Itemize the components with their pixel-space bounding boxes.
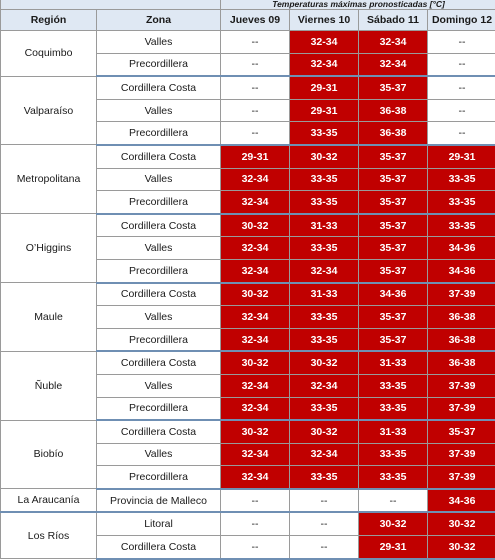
zona-cell: Precordillera — [97, 328, 221, 351]
temp-cell-empty: -- — [428, 76, 495, 99]
temp-cell-hot: 32-34 — [221, 259, 290, 282]
zona-cell: Provincia de Malleco — [97, 489, 221, 513]
zona-cell: Valles — [97, 168, 221, 191]
temp-cell-hot: 37-39 — [428, 397, 495, 420]
temp-cell-empty: -- — [221, 31, 290, 54]
temp-cell-hot: 30-32 — [290, 351, 359, 374]
temp-cell-empty: -- — [221, 76, 290, 99]
temp-cell-hot: 32-34 — [290, 443, 359, 466]
zona-cell: Valles — [97, 374, 221, 397]
temp-cell-hot: 35-37 — [359, 328, 428, 351]
zona-cell: Precordillera — [97, 397, 221, 420]
temp-cell-hot: 35-37 — [359, 145, 428, 168]
temp-cell-hot: 29-31 — [221, 145, 290, 168]
temp-cell-empty: -- — [221, 512, 290, 535]
region-cell: Los Ríos — [1, 512, 97, 558]
temp-cell-hot: 32-34 — [221, 374, 290, 397]
temp-cell-hot: 32-34 — [221, 466, 290, 489]
region-cell: Metropolitana — [1, 145, 97, 214]
zona-cell: Cordillera Costa — [97, 536, 221, 559]
temp-cell-hot: 33-35 — [290, 122, 359, 145]
zona-cell: Precordillera — [97, 53, 221, 76]
temp-cell-hot: 33-35 — [428, 214, 495, 237]
temp-cell-hot: 30-32 — [221, 214, 290, 237]
table-body — [1, 31, 495, 559]
temp-cell-hot: 32-34 — [221, 191, 290, 214]
temp-cell-hot: 32-34 — [290, 259, 359, 282]
temp-cell-hot: 31-33 — [290, 283, 359, 306]
temp-cell-hot: 37-39 — [428, 443, 495, 466]
temp-cell-hot: 35-37 — [428, 420, 495, 443]
temp-cell-hot: 29-31 — [290, 99, 359, 122]
temp-cell-hot: 30-32 — [221, 283, 290, 306]
zona-cell: Litoral — [97, 512, 221, 535]
temp-cell-hot: 37-39 — [428, 466, 495, 489]
table-row — [1, 76, 495, 99]
region-cell: Coquimbo — [1, 31, 97, 77]
temp-cell-hot: 35-37 — [359, 191, 428, 214]
temp-cell-hot: 30-32 — [428, 536, 495, 559]
temp-cell-hot: 36-38 — [428, 351, 495, 374]
temp-cell-hot: 32-34 — [290, 374, 359, 397]
zona-cell: Valles — [97, 31, 221, 54]
temp-cell-hot: 30-32 — [221, 420, 290, 443]
zona-cell: Precordillera — [97, 259, 221, 282]
table-row — [1, 31, 495, 54]
temp-cell-hot: 33-35 — [290, 306, 359, 329]
zona-cell: Precordillera — [97, 122, 221, 145]
temp-cell-empty: -- — [290, 512, 359, 535]
temp-cell-hot: 37-39 — [428, 283, 495, 306]
temp-cell-hot: 33-35 — [359, 443, 428, 466]
temp-cell-empty: -- — [221, 122, 290, 145]
temp-cell-hot: 30-32 — [290, 420, 359, 443]
header-jueves: Jueves 09 — [221, 10, 290, 31]
zona-cell: Cordillera Costa — [97, 283, 221, 306]
temp-cell-hot: 32-34 — [221, 443, 290, 466]
zona-cell: Valles — [97, 237, 221, 260]
temp-cell-empty: -- — [428, 122, 495, 145]
temp-cell-hot: 29-31 — [359, 536, 428, 559]
temp-cell-hot: 31-33 — [359, 351, 428, 374]
temp-cell-hot: 35-37 — [359, 214, 428, 237]
temp-cell-hot: 34-36 — [359, 283, 428, 306]
zona-cell: Valles — [97, 443, 221, 466]
temp-cell-empty: -- — [359, 489, 428, 513]
temp-cell-hot: 36-38 — [428, 306, 495, 329]
temp-cell-hot: 33-35 — [290, 397, 359, 420]
header-zona: Zona — [97, 10, 221, 31]
table-row — [1, 420, 495, 443]
header-domingo: Domingo 12 — [428, 10, 495, 31]
temp-cell-hot: 32-34 — [359, 53, 428, 76]
temp-cell-hot: 33-35 — [359, 374, 428, 397]
zona-cell: Cordillera Costa — [97, 420, 221, 443]
header-sabado: Sábado 11 — [359, 10, 428, 31]
temp-cell-hot: 33-35 — [359, 466, 428, 489]
temp-cell-empty: -- — [221, 489, 290, 513]
region-cell: Maule — [1, 283, 97, 352]
temp-cell-empty: -- — [221, 99, 290, 122]
temp-cell-empty: -- — [428, 53, 495, 76]
header-viernes: Viernes 10 — [290, 10, 359, 31]
zona-cell: Valles — [97, 306, 221, 329]
title-spacer — [1, 0, 221, 10]
temp-cell-hot: 32-34 — [359, 31, 428, 54]
temp-cell-hot: 31-33 — [359, 420, 428, 443]
temp-cell-empty: -- — [428, 99, 495, 122]
temp-cell-hot: 32-34 — [290, 31, 359, 54]
region-cell: O’Higgins — [1, 214, 97, 283]
zona-cell: Precordillera — [97, 191, 221, 214]
temp-cell-hot: 34-36 — [428, 489, 495, 513]
region-cell: Valparaíso — [1, 76, 97, 145]
temp-cell-hot: 33-35 — [290, 466, 359, 489]
temp-cell-hot: 35-37 — [359, 259, 428, 282]
temp-cell-hot: 31-33 — [290, 214, 359, 237]
temp-cell-empty: -- — [290, 536, 359, 559]
temp-cell-empty: -- — [428, 31, 495, 54]
temp-cell-hot: 30-32 — [428, 512, 495, 535]
region-cell: Biobío — [1, 420, 97, 489]
table-row — [1, 283, 495, 306]
temp-cell-hot: 33-35 — [290, 168, 359, 191]
temp-cell-hot: 35-37 — [359, 76, 428, 99]
temp-cell-hot: 32-34 — [221, 328, 290, 351]
table-row — [1, 489, 495, 513]
temp-cell-hot: 32-34 — [221, 306, 290, 329]
temp-cell-empty: -- — [290, 489, 359, 513]
temp-cell-hot: 34-36 — [428, 259, 495, 282]
table-row — [1, 145, 495, 168]
temp-cell-hot: 36-38 — [428, 328, 495, 351]
table-row — [1, 214, 495, 237]
header-region: Región — [1, 10, 97, 31]
temp-cell-hot: 33-35 — [359, 397, 428, 420]
temp-cell-empty: -- — [221, 53, 290, 76]
temp-cell-hot: 33-35 — [428, 168, 495, 191]
zona-cell: Cordillera Costa — [97, 145, 221, 168]
region-cell: La Araucanía — [1, 489, 97, 513]
temp-cell-hot: 33-35 — [290, 237, 359, 260]
temp-cell-hot: 33-35 — [290, 328, 359, 351]
table-row — [1, 512, 495, 535]
temp-cell-hot: 35-37 — [359, 168, 428, 191]
temp-cell-hot: 34-36 — [428, 237, 495, 260]
temp-cell-hot: 36-38 — [359, 99, 428, 122]
zona-cell: Precordillera — [97, 466, 221, 489]
temp-cell-empty: -- — [221, 536, 290, 559]
temp-cell-hot: 33-35 — [428, 191, 495, 214]
zona-cell: Valles — [97, 99, 221, 122]
table-row — [1, 351, 495, 374]
temp-cell-hot: 29-31 — [428, 145, 495, 168]
temp-cell-hot: 35-37 — [359, 306, 428, 329]
temp-cell-hot: 32-34 — [221, 237, 290, 260]
temp-cell-hot: 32-34 — [290, 53, 359, 76]
table-title: Temperaturas máximas pronosticadas [°C] — [221, 0, 495, 10]
zona-cell: Cordillera Costa — [97, 76, 221, 99]
temp-cell-hot: 30-32 — [221, 351, 290, 374]
temp-cell-hot: 30-32 — [290, 145, 359, 168]
temp-cell-hot: 32-34 — [221, 168, 290, 191]
temp-cell-hot: 35-37 — [359, 237, 428, 260]
zona-cell: Cordillera Costa — [97, 351, 221, 374]
temp-cell-hot: 33-35 — [290, 191, 359, 214]
zona-cell: Cordillera Costa — [97, 214, 221, 237]
temp-cell-hot: 29-31 — [290, 76, 359, 99]
temp-cell-hot: 37-39 — [428, 374, 495, 397]
temp-cell-hot: 32-34 — [221, 397, 290, 420]
temp-cell-hot: 30-32 — [359, 512, 428, 535]
region-cell: Ñuble — [1, 351, 97, 420]
temp-cell-hot: 36-38 — [359, 122, 428, 145]
